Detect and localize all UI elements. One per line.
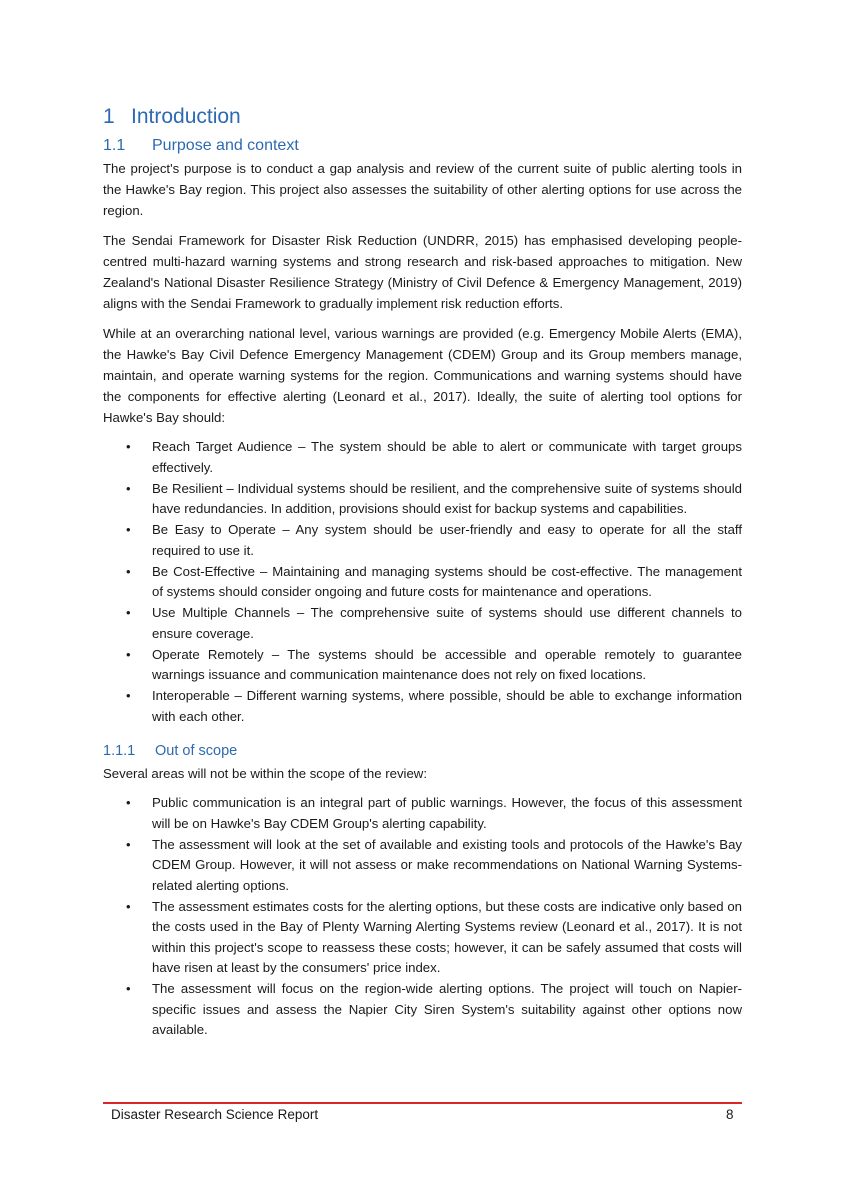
bullet-icon: •	[126, 795, 131, 810]
footer-report-title: Disaster Research Science Report	[111, 1107, 319, 1122]
page-content	[103, 104, 742, 1041]
list-item	[103, 686, 742, 727]
bullet-icon: •	[126, 836, 131, 852]
list-item-text: Operate Remotely – The systems should be accessible and operable remotely to guarantee warnings issuance and communication maintenance does not rely on fixed locations.	[152, 646, 742, 682]
footer-page-number: 8	[726, 1107, 734, 1122]
bullet-icon: •	[126, 563, 131, 579]
bullet-icon: •	[126, 646, 131, 662]
subsection-heading	[103, 136, 742, 156]
list-item	[103, 979, 742, 1041]
subsubsection-number: 1.1.1	[103, 743, 136, 759]
bullet-icon: •	[126, 605, 131, 620]
paragraph-national-level: While at an overarching national level, various warnings are provided (e.g. Emergency Mobile Alerts (EMA), the Hawke's Bay Civil Defence Emergency Management (CDEM) Group and its Group members manage, maintain, and operate warning systems for the region. Communications and warning systems should have the components for effective alerting (Leonard et al., 2017). Ideally, the suite of alerting tool options for Hawke's Bay should:	[103, 326, 742, 425]
list-item-text: The assessment will focus on the region-wide alerting options. The project will touch on Napier-specific issues and assess the Napier City Siren System's suitability against other options now available.	[152, 981, 742, 1037]
list-item-text: Be Cost-Effective – Maintaining and managing systems should be cost-effective. The management of systems should consider ongoing and future costs for maintenance and operations.	[152, 563, 742, 599]
list-item	[103, 520, 742, 561]
list-item	[103, 562, 742, 603]
bullet-icon: •	[126, 439, 131, 454]
bullet-icon: •	[126, 688, 131, 703]
footer-divider	[103, 1102, 742, 1104]
bullet-icon: •	[126, 480, 131, 496]
list-item	[103, 793, 742, 834]
section-heading	[103, 104, 742, 130]
list-item	[103, 835, 742, 897]
list-item-text: Public communication is an integral part of public warnings. However, the focus of this assessment will be on Hawke's Bay CDEM Group's alerting capability.	[152, 795, 742, 831]
list-item-text: The assessment will look at the set of available and existing tools and protocols of the Hawke's Bay CDEM Group. However, it will not assess or make recommendations on National Warning Systems-related alerting options.	[152, 836, 742, 893]
list-item-text: Use Multiple Channels – The comprehensive suite of systems should use different channels to ensure coverage.	[152, 605, 742, 641]
list-item	[103, 897, 742, 979]
bullet-icon: •	[126, 898, 131, 914]
section-title: Introduction	[131, 105, 241, 128]
bullet-icon: •	[126, 981, 131, 996]
section-number: 1	[103, 105, 115, 128]
list-item-text: Be Easy to Operate – Any system should be user-friendly and easy to operate for all the staff required to use it.	[152, 522, 742, 558]
paragraph-purpose: The project's purpose is to conduct a gap analysis and review of the current suite of public alerting tools in the Hawke's Bay region. This project also assesses the suitability of other alerting options for use across the region.	[103, 161, 742, 218]
subsection-title: Purpose and context	[152, 137, 299, 154]
list-item-text: Be Resilient – Individual systems should be resilient, and the comprehensive suite of systems should have redundancies. In addition, provisions should exist for backup systems and capabilities.	[152, 480, 742, 516]
list-item	[103, 437, 742, 478]
list-item	[103, 645, 742, 686]
list-item-text: Interoperable – Different warning systems, where possible, should be able to exchange information with each other.	[152, 688, 742, 724]
out-of-scope-list	[103, 793, 742, 1041]
list-item-text: Reach Target Audience – The system should be able to alert or communicate with target groups effectively.	[152, 439, 742, 475]
criteria-list	[103, 437, 742, 727]
paragraph-sendai: The Sendai Framework for Disaster Risk Reduction (UNDRR, 2015) has emphasised developing people-centred multi-hazard warning systems and strong research and risk-based approaches to mitigation. New Zealand's National Disaster Resilience Strategy (Ministry of Civil Defence & Emergency Management, 2019) aligns with the Sendai Framework to gradually implement risk reduction efforts.	[103, 233, 742, 311]
bullet-icon: •	[126, 522, 131, 537]
list-item	[103, 479, 742, 520]
paragraph-scope-intro: Several areas will not be within the scope of the review:	[103, 766, 427, 781]
subsection-number: 1.1	[103, 137, 126, 154]
subsubsection-title: Out of scope	[155, 743, 238, 759]
subsubsection-heading	[103, 741, 742, 761]
list-item-text: The assessment estimates costs for the alerting options, but these costs are indicative only based on the costs used in the Bay of Plenty Warning Alerting Systems review (Leonard et al., 2017). It is not within this project's scope to reassess these costs; however, it can be safely assumed that costs will have risen at least by the consumers' price index.	[152, 898, 742, 975]
list-item	[103, 603, 742, 644]
